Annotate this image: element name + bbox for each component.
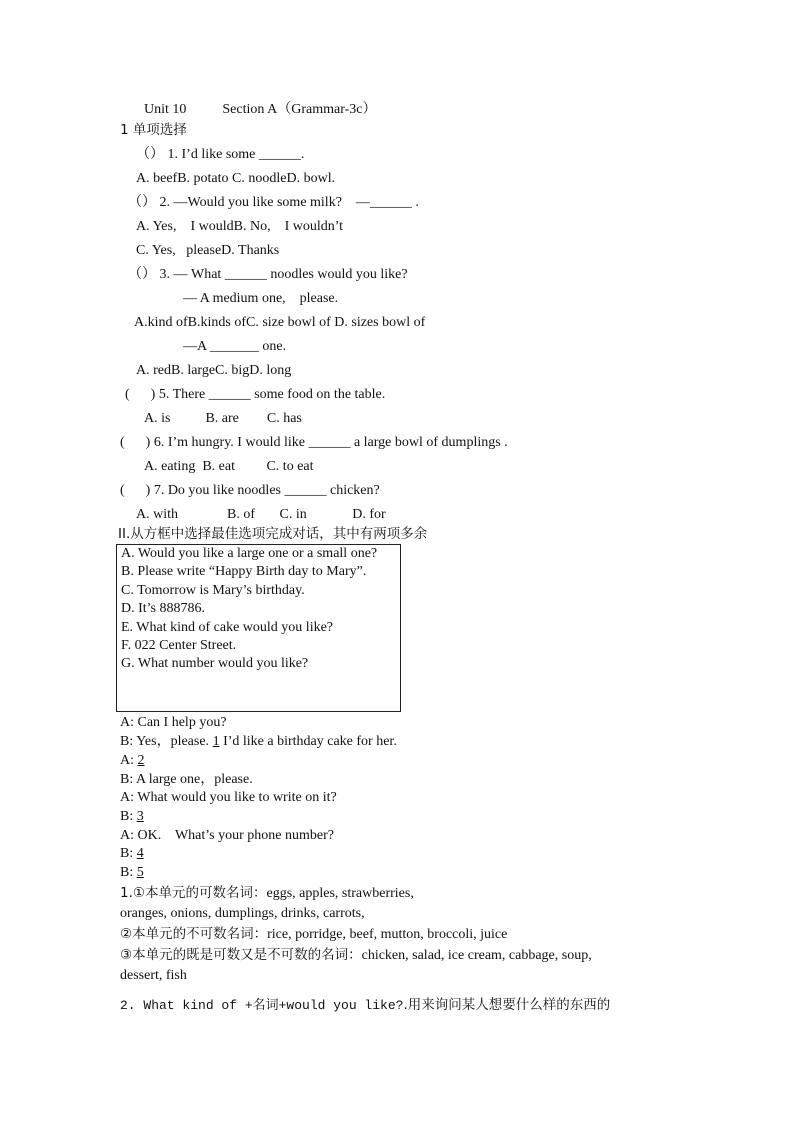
q2-stem: （） 2. —Would you like some milk? —______ . <box>128 195 419 210</box>
q7-options: A. with B. of C. in D. for <box>136 507 386 522</box>
q5-stem: ( ) 5. There ______ some food on the table. <box>125 387 386 402</box>
q3-options: A.kind ofB.kinds ofC. size bowl of D. sizes bowl of <box>134 315 426 330</box>
blank-5: 5 <box>136 865 144 880</box>
q6-options: A. eating B. eat C. to eat <box>144 459 314 474</box>
part1-title: 1 单项选择 <box>120 122 187 138</box>
note-both: ③本单元的既是可数又是不可数的名词：chicken, salad, ice cream, cabbage, soup, <box>120 947 592 963</box>
q2-options-2: C. Yes, pleaseD. Thanks <box>136 243 280 258</box>
q1-stem: （） 1. I’d like some ______. <box>136 147 305 162</box>
blank-1: 1 <box>212 734 220 749</box>
option-a: A. Would you like a large one or a small one? <box>121 546 378 561</box>
q1-options: A. beefB. potato C. noodleD. bowl. <box>136 171 336 186</box>
option-f: F. 022 Center Street. <box>121 638 237 654</box>
q4-options: A. redB. largeC. bigD. long <box>136 363 292 378</box>
option-b: B. Please write “Happy Birth day to Mary”. <box>121 564 367 580</box>
options-box <box>116 544 401 712</box>
blank-4: 4 <box>136 846 144 861</box>
q6-stem: ( ) 6. I’m hungry. I would like ______ a large bowl of dumplings . <box>120 435 508 450</box>
note-what-kind: 2. What kind of +名词+would you like?.用来询问某人想要什么样的东西的 <box>120 997 611 1013</box>
dialogue-line: A: Can I help you? <box>120 715 227 730</box>
q3-reply: — A medium one, please. <box>183 291 339 306</box>
dialogue-line: B: 4 <box>120 846 144 861</box>
q5-options: A. is B. are C. has <box>144 411 302 426</box>
dialogue-line: A: What would you like to write on it? <box>120 790 337 805</box>
q7-stem: ( ) 7. Do you like noodles ______ chicken? <box>120 483 380 498</box>
dialogue-line: A: 2 <box>120 753 145 768</box>
dialogue-line: B: 5 <box>120 865 144 880</box>
note-countable-cont: oranges, onions, dumplings, drinks, carrots, <box>120 906 365 921</box>
unit-label: Unit 10 <box>144 102 187 117</box>
option-e: E. What kind of cake would you like? <box>121 619 334 635</box>
dialogue-line: B: A large one，please. <box>120 772 253 787</box>
option-d: D. It’s 888786. <box>121 601 205 617</box>
option-g: G. What number would you like? <box>121 656 309 672</box>
note-both-cont: dessert, fish <box>120 968 187 983</box>
part2-title: II.从方框中选择最佳选项完成对话，其中有两项多余 <box>118 526 428 542</box>
dialogue-line: B: 3 <box>120 809 144 824</box>
q2-options-1: A. Yes, I wouldB. No, I wouldn’t <box>136 219 344 234</box>
option-c: C. Tomorrow is Mary’s birthday. <box>121 582 305 598</box>
dialogue-line: B: Yes，please. 1 I’d like a birthday cake for her. <box>120 734 397 749</box>
q3-stem: （） 3. — What ______ noodles would you like? <box>128 267 408 282</box>
dialogue-line: A: OK. What’s your phone number? <box>120 828 334 843</box>
note-countable: 1.①本单元的可数名词：eggs, apples, strawberries, <box>120 885 414 901</box>
note-uncountable: ②本单元的不可数名词：rice, porridge, beef, mutton, broccoli, juice <box>120 926 508 942</box>
q4-stem: —A _______ one. <box>183 339 287 354</box>
blank-3: 3 <box>136 809 144 824</box>
unit-title <box>144 98 376 118</box>
blank-2: 2 <box>137 753 145 768</box>
section-label: Section A（Grammar-3c） <box>222 102 377 117</box>
